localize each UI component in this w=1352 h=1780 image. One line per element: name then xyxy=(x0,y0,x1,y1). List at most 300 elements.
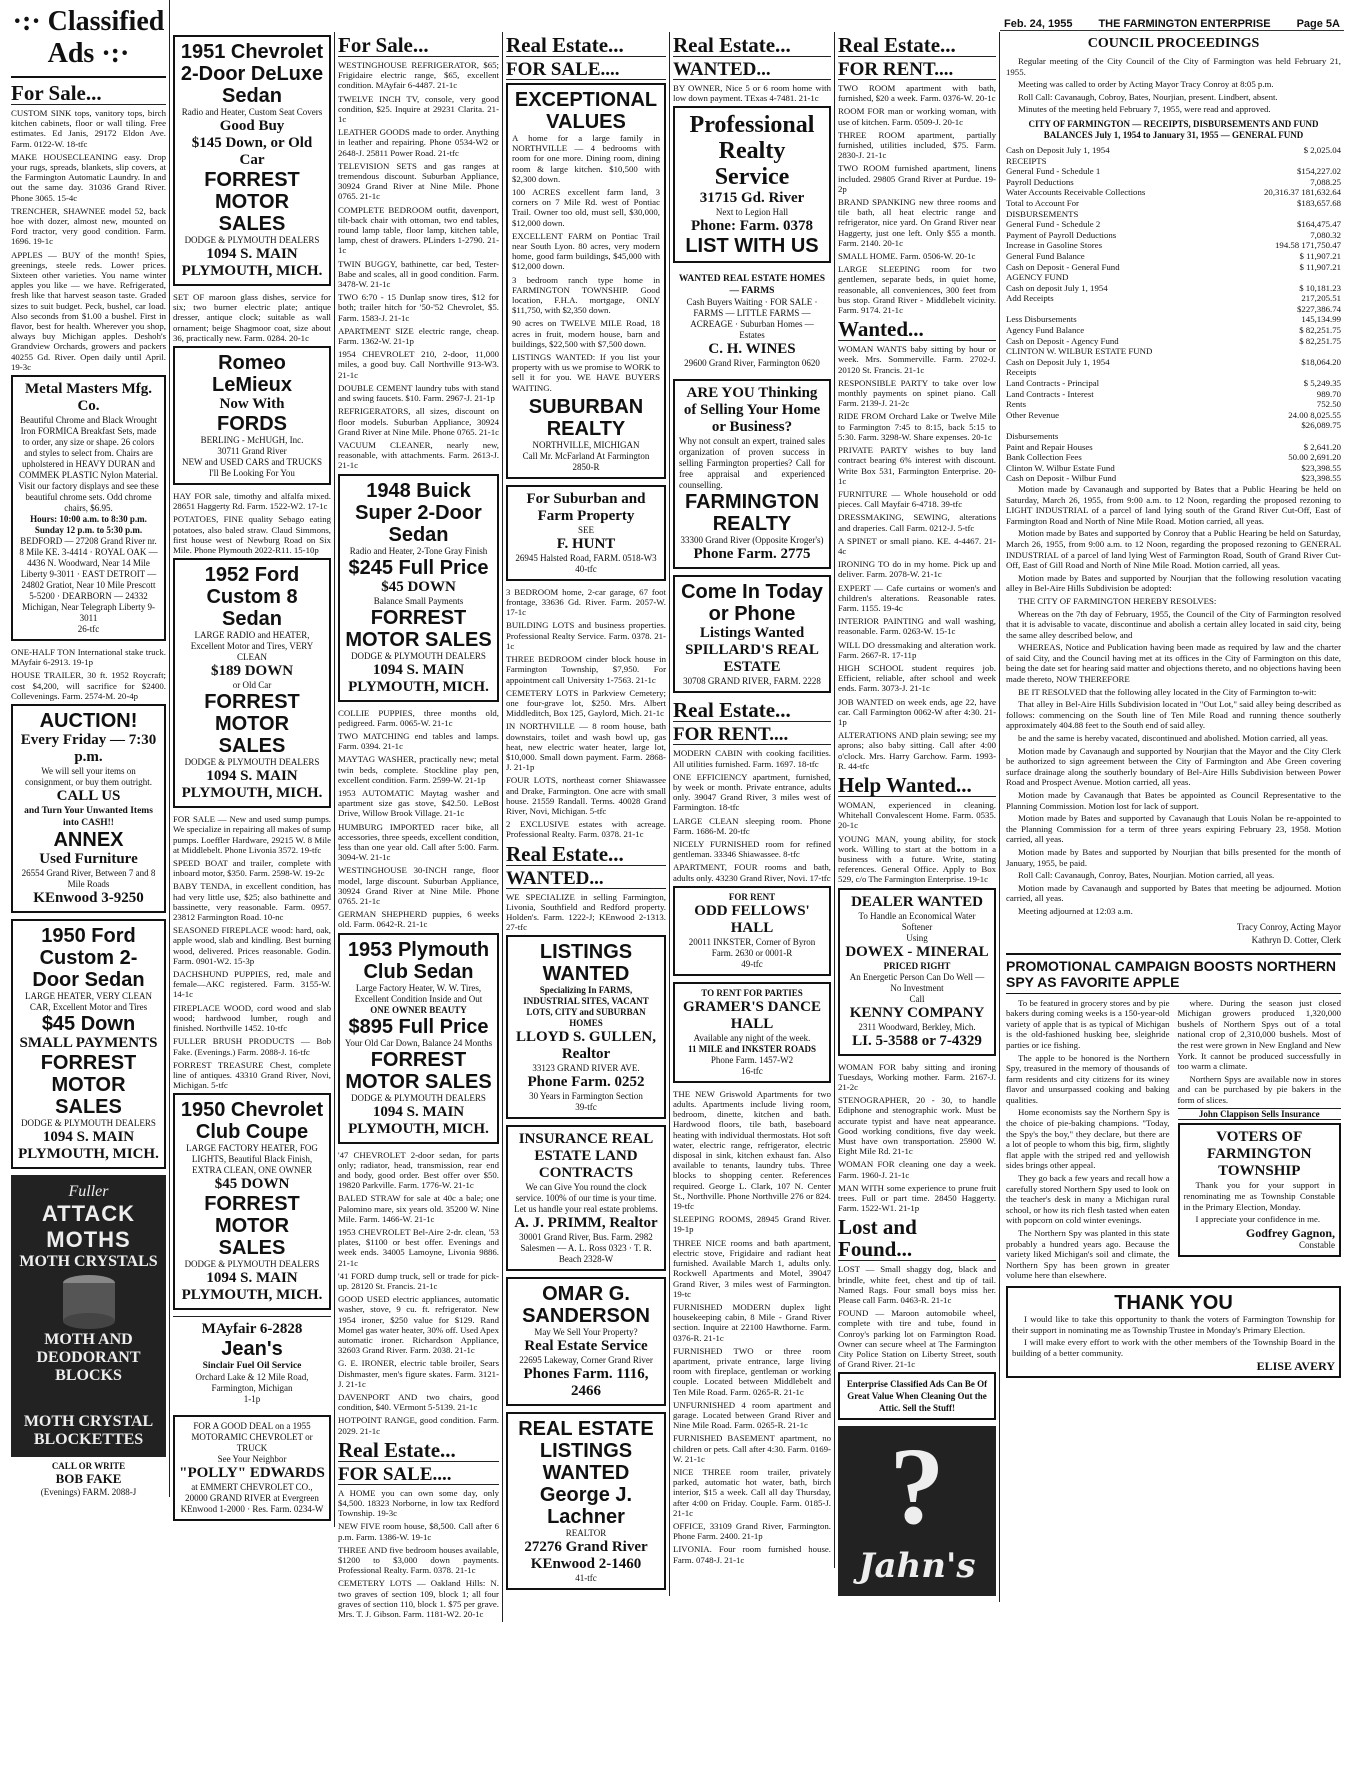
classified-ad: WOMAN WANTS baby sitting by hour or week. Mrs. Sommerville. Farm. 2702-J. 20120 St. Francis. 21-1c xyxy=(838,344,996,375)
ad-body: Available any night of the week. xyxy=(693,1032,811,1043)
jahns-logo: Jahn's xyxy=(858,1546,976,1587)
section-help-wanted: Help Wanted... xyxy=(838,774,996,797)
classified-ad: G. E. IRONER, electric table broiler, Sears Dishmaster, men's figure skates. Farm. 3121-J. 21-1c xyxy=(338,1358,499,1389)
ad-firm: KENNY COMPANY xyxy=(849,1004,985,1021)
column-6 xyxy=(835,32,1000,1602)
ad-low: MOTH CRYSTAL BLOCKETTES xyxy=(23,1413,154,1449)
ad-sub: DODGE & PLYMOUTH DEALERS xyxy=(21,1118,156,1129)
ad-addr: 27276 Grand River xyxy=(524,1539,648,1556)
ad-phone: KEnwood 3-9250 xyxy=(33,890,144,907)
ad-role: Constable xyxy=(1299,1239,1335,1250)
ledger-row xyxy=(1006,420,1341,431)
classified-ad: NICE THREE room trailer, privately parked, automatic hot water, bath, birch interior, $15 a week. Call all day Thursday, after 4:00 on Friday. Couple. Farm. 0185-J. 21-1c xyxy=(673,1466,831,1518)
farmington-realty-ad xyxy=(673,379,831,569)
ad-sub: DODGE & PLYMOUTH DEALERS xyxy=(351,1092,486,1103)
ledger-value: $26,089.75 xyxy=(1301,420,1341,431)
classified-ad: TWO ROOM furnished apartment, linens included. 29805 Grand River at Purdue. 19-2p xyxy=(838,163,996,194)
classified-ad: ONE-HALF TON International stake truck. MAyfair 6-2913. 19-1p xyxy=(11,647,166,668)
section-real-estate: Real Estate... xyxy=(506,843,666,866)
ad-name: Godfrey Gagnon, xyxy=(1245,1225,1335,1240)
ledger-label: Total to Account For xyxy=(1006,197,1079,208)
ledger-label: Cash on Deposit - General Fund xyxy=(1006,261,1120,272)
ledger-row xyxy=(1006,187,1341,198)
ledger-row xyxy=(1006,314,1341,325)
classified-ad: BRAND SPANKING new three rooms and tile bath, all heat electric range and refrigerator, nice yard. On Grand River near Haggerty, just one left. Only $55 a month. Farm. 2140. 20-1c xyxy=(838,197,996,248)
sanderson-ad xyxy=(506,1277,666,1406)
ad-title: INSURANCE REAL ESTATE LAND CONTRACTS xyxy=(518,1131,654,1182)
ad-sub: DODGE & PLYMOUTH DEALERS xyxy=(184,1259,320,1270)
classified-ad: FOUR LOTS, northeast corner Shiawassee and Drake, Farmington. One acre with small house. 21559 Randall. Terms. 40028 Grand River, Novi, Michigan. 5-tfc xyxy=(506,775,666,816)
ledger-value: 145,134.99 xyxy=(1301,314,1341,325)
promo-left-column xyxy=(1006,998,1170,1283)
classified-ad: FURNISHED BASEMENT apartment, no children or pets. Call after 4:30. Farm. 0169-W. 21-1c xyxy=(673,1433,831,1464)
council-motion: Motion made by Bates and supported by Nourjian that bills presented for the month of January, 1955, be paid. xyxy=(1006,846,1341,868)
ad-title: 1953 Plymouth Club Sedan xyxy=(347,938,490,983)
column-2 xyxy=(170,32,335,1527)
council-motion: WHEREAS, Notice and Publication having been made as required by law and the charter of said City, and the Council having met at its offices in the City of Farmington on this date, being the date set for hearing said matter and objections thereto, and no objections having been made thereto, NOW THEREFORE xyxy=(1006,642,1341,685)
ad-price: PRICED RIGHT xyxy=(883,960,951,971)
listings-wanted-ad xyxy=(506,935,666,1119)
ledger-row xyxy=(1006,473,1341,484)
classified-ad: CEMETERY LOTS — Oakland Hills: N. two graves of section 109, block 1; all four graves of section 110, block 1. $75 per grave. Mrs. T. J. Gibson. Farm. 1181-W2. 20-1c xyxy=(338,1578,499,1620)
classified-ad: DOUBLE CEMENT laundry tubs with stand and swing faucets. $10. Farm. 2967-J. 21-1p xyxy=(338,382,499,404)
ledger-row xyxy=(1006,304,1341,315)
ad-name: FARMINGTON REALTY xyxy=(684,491,820,536)
subsection-for-rent: FOR RENT.... xyxy=(673,725,831,745)
ad-call: Call xyxy=(909,993,925,1004)
ledger-row xyxy=(1006,293,1341,304)
classified-ad: SEASONED FIREPLACE wood: hard, oak, apple wood, slab and kindling. Best burning wood, delivered. Prices reasonable. Godin. Farm. 0901-W2. 15-3p xyxy=(173,925,331,966)
ledger-label: Cash on Deposit July 1, 1954 xyxy=(1006,144,1110,155)
ad-title: For Suburban and Farm Property xyxy=(526,490,646,524)
promo-right-column xyxy=(1178,998,1342,1283)
ledger-row xyxy=(1006,145,1341,156)
column-4 xyxy=(503,32,670,1596)
ad-phone: MAyfair 6-2828 xyxy=(201,1321,303,1338)
ad-sub: NEW and USED CARS and TRUCKS xyxy=(182,457,322,468)
ad-firm: BERLING - McHUGH, Inc. xyxy=(200,435,304,446)
ad-see: See Your Neighbor xyxy=(217,1454,287,1465)
classified-ad: VACUUM CLEANER, nearly new, reasonable, with attachments. Farm. 2613-J. 21-1c xyxy=(338,439,499,471)
classified-ad: TRENCHER, SHAWNEE model 52, back hoe with dozer, almost new, mounted on Ford tractor, very good condition. Farm. 1696. 19-1c xyxy=(11,205,166,247)
ledger-label: General Fund - Schedule 1 xyxy=(1006,166,1101,177)
ad-tag: 1-1p xyxy=(243,1394,261,1405)
column-7 xyxy=(1000,32,1344,1384)
ad-addr: 1094 S. MAIN PLYMOUTH, MICH. xyxy=(181,1270,323,1304)
ad-sales: Salesmen — A. L. Ross 0323 · T. R. Beach 2328-W xyxy=(520,1243,652,1265)
ad-firm: SUBURBAN REALTY xyxy=(528,395,644,440)
ledger-value: $18,064.20 xyxy=(1301,356,1341,367)
fund-ledger xyxy=(1006,145,1341,484)
ad-addr: 20011 INKSTER, Corner of Byron xyxy=(688,936,816,947)
council-motion: Motion made by Cavanaugh and supported by Bates that meeting be adjourned. Motion carried, all yeas. xyxy=(1006,882,1341,904)
classified-ad: ONE EFFICIENCY apartment, furnished, by week or month. Private entrance, adults only. 39047 Grand River, 3 miles west of Farmington. 18-tfc xyxy=(673,771,831,813)
signatures xyxy=(1006,921,1341,947)
ledger-label: Land Contracts - Interest xyxy=(1006,388,1094,399)
ad-name: ODD FELLOWS' HALL xyxy=(694,902,810,936)
ad-dealer: FORREST MOTOR SALES xyxy=(204,691,300,758)
ad-addr: 33123 GRAND RIVER AVE. xyxy=(532,1063,640,1074)
ad-dealer: FORREST MOTOR SALES xyxy=(345,1048,492,1093)
ad-body: Cash Buyers Waiting · FOR SALE · FARMS — LITTLE FARMS — ACREAGE · Suburban Homes — Estates xyxy=(686,297,818,341)
council-motion: Whereas on the 7th day of February, 1955, the Council of the City of Farmington resolved that it is advisable to vacate, discontinue and abolish a certain alley located in said city, being the same alley described below, and xyxy=(1006,608,1341,640)
ad-terms: Your Old Car Down, Balance 24 Months xyxy=(344,1037,493,1048)
classified-ad: THREE ROOM apartment, partially furnished, utilities included, $75. Farm. 2830-J. 21-1c xyxy=(838,129,996,161)
ledger-label: General Fund - Schedule 2 xyxy=(1006,219,1101,230)
classified-ad: FURNISHED MODERN duplex light housekeeping cabin, 8 Mile - Grand River section. Inquire at 22100 Hawthorne. Farm. 0376-R. 21-1c xyxy=(673,1301,831,1343)
ad-title: Come In Today or Phone xyxy=(681,581,823,626)
classified-ad: FURNITURE — Whole household or odd pieces. Call Mayfair 6-4718. 39-tfc xyxy=(838,488,996,510)
classified-ad: LARGE SLEEPING room for two gentlemen, separate beds, in quiet home, reasonable, all conveniences, 300 feet from bus stop. Grand River - Middlebelt vicinity. Farm. 9174. 21-1c xyxy=(838,264,996,316)
council-motion: Motion made by Bates and supported by Conroy that a Public Hearing be held on Saturday, March 26, 1955, from 9:00 a.m. to 12 Noon, regarding the proposed rezoning to GENERAL INDUSTRIAL of a parcel of land lying West of Farmington Road, South of Grand River Cut-Off, East of Gill Road and North of Nine Mile Road. Motion carried, all yeas. xyxy=(1006,528,1341,571)
enterprise-promo: Enterprise Classified Ads Can Be Of Great Value When Cleaning Out the Attic. Sell the Stuff! xyxy=(838,1372,996,1420)
ad-addr: 26554 Grand River, Between 7 and 8 Mile Roads xyxy=(21,868,156,890)
classified-ad: LIVONIA. Four room furnished house. Farm. 0748-J. 21-1c xyxy=(673,1544,831,1565)
classified-ad: BY OWNER, Nice 5 or 6 room home with low down payment. TExas 4-7481. 21-1c xyxy=(673,83,831,104)
classified-ad: APARTMENT, FOUR rooms and bath, adults only. 43230 Grand River, Novi. 17-tfc xyxy=(673,862,831,883)
ad-price: $45 Down xyxy=(41,1013,136,1036)
classified-ad: BABY TENDA, in excellent condition, has had very little use, $25; also bathinette and bassinette, very reasonable. Farm. 0957. 23812 Farmington Road. 10-nc xyxy=(173,881,331,923)
classified-ad: REFRIGERATORS, all sizes, discount on floor models. Suburban Appliance, 30924 Grand River at Nine Mile. Phone 0765. 21-1c xyxy=(338,406,499,437)
ledger-value: $ 5,249.35 xyxy=(1303,378,1341,389)
ad-title: 1948 Buick Super 2-Door Sedan xyxy=(355,479,482,546)
ledger-label: Payment of Payroll Deductions xyxy=(1006,229,1117,240)
romeo-ad xyxy=(173,346,331,485)
ledger-row xyxy=(1006,240,1341,251)
promo-para: Northern Spys are available now in stores and can be purchased by pie bakers in the form of slices. xyxy=(1177,1073,1341,1105)
ledger-label: Cash on Deposit - Agency Fund xyxy=(1006,335,1119,346)
promo-para: where. During the season just closed Michigan growers produced 1,320,000 bushels of Northern Spys out of a total national crop of 2,310,000 bushels. Most of the rest were grown in New England and New York. It cannot be produced successfully in too warm a climate. xyxy=(1177,997,1341,1072)
council-motion: Roll Call: Cavanaugh, Conroy, Bates, Nourjian. Motion carried, all yeas. xyxy=(1018,870,1275,881)
classified-ad: WOMAN, experienced in cleaning. Whitehall Convalescent Home. Farm. 0535. 20-1c xyxy=(838,799,996,831)
ad-using: Using xyxy=(906,932,928,943)
classified-ad: TWO MATCHING end tables and lamps. Farm. 0394. 21-1c xyxy=(338,730,499,752)
classified-ad: CEMETERY LOTS in Parkview Cemetery; one four-grave lot, $250. Mrs. Albert Middleditch, Box 125, Gaylord, Mich. 21-1c xyxy=(506,687,666,719)
report-heading: CITY OF FARMINGTON — RECEIPTS, DISBURSEMENTS AND FUND BALANCES July 1, 1954 to January 31, 1955 — GENERAL FUND xyxy=(1028,118,1319,140)
classified-ad: APPLES — BUY of the month! Spies, greenings, steele reds. Lower prices. Sixteen other varieties. You name winter apples you like — we have. Refrigerated, fresh like that harvest season taste. Graded sizes to suit budget. Peck, bushel, car load. Also seconds from $1.00 a bushel. First in flavor, best for health. Wherever you shop, always buy Michigan apples. Deshoh's Grandview Orchards, growers and packers 40255 Gd. River. Open daily until April. 19-3c xyxy=(11,249,166,372)
ad-addr: Orchard Lake & 12 Mile Road, Farmington, Michigan xyxy=(195,1372,309,1394)
ledger-row xyxy=(1006,367,1341,378)
ledger-label: Land Contracts - Principal xyxy=(1006,378,1100,389)
ad-body: We will sell your items on consignment, or buy them outright. xyxy=(25,766,152,788)
metal-masters-ad xyxy=(11,375,166,641)
ad-addr: 2311 Woodward, Berkley, Mich. xyxy=(858,1021,976,1032)
ledger-value: $ 2,641.20 xyxy=(1303,441,1341,452)
ford50-ad xyxy=(11,919,166,1169)
ad-name: George J. Lachner xyxy=(539,1484,633,1529)
ledger-label: Payroll Deductions xyxy=(1006,176,1074,187)
section-for-sale: For Sale... xyxy=(11,82,166,105)
classified-ad: HAY FOR sale, timothy and alfalfa mixed. 28651 Haggerty Rd. Farm. 1522-W2. 17-1c xyxy=(173,491,331,512)
wines-ad xyxy=(673,269,831,373)
ledger-label: Paint and Repair Houses xyxy=(1006,441,1093,452)
classified-ad: WE SPECIALIZE in selling Farmington, Livonia, Southfield and Redford property. Holden's. Farm. 1222-J; KEnwood 2-1313. 27-tfc xyxy=(506,891,666,933)
ad-price: Good Buy xyxy=(219,118,285,134)
classified-ad: GOOD USED electric appliances, automatic washer, stove, 9 cu. ft. refrigerator. New 1954 ironer, $250 value for $129. Rand Momel gas water heater, 30% off. Used Apex automatic ironer. Richardson Appliance, 32603 Grand River. Farm. 2038. 21-1c xyxy=(338,1294,499,1356)
ledger-row xyxy=(1006,431,1341,442)
ad-name: GRAMER'S DANCE HALL xyxy=(683,998,821,1032)
ad-brand: FORDS xyxy=(217,413,287,436)
signature-mayor: Tracy Conroy, Acting Mayor xyxy=(1236,921,1341,932)
classified-ad: FORREST TREASURE Chest, complete line of antiques. 43310 Grand River, Novi, Michigan. 5-tfc xyxy=(173,1059,331,1091)
ledger-row xyxy=(1006,399,1341,410)
ad-body: LARGE FACTORY HEATER, FOG LIGHTS, Beautiful Black Finish, EXTRA CLEAN, ONE OWNER xyxy=(186,1143,318,1176)
ad-title: EXCEPTIONAL VALUES xyxy=(514,89,658,133)
ad-title: DEALER WANTED xyxy=(851,893,983,910)
ad-line: Every Friday — 7:30 p.m. xyxy=(20,732,157,766)
ledger-value: 7,080.32 xyxy=(1310,229,1341,240)
classified-ad: ALTERATIONS AND plain sewing; see my aprons; also baby sitting. Call after 4:00 o'clock. Mrs. Harry Garchow. Farm. 1993-R. 44-tfc xyxy=(838,730,996,771)
ad-line: Now With xyxy=(219,396,285,413)
classified-ad: WOMAN FOR cleaning one day a week. Farm. 1960-J. 21-1c xyxy=(838,1159,996,1180)
council-motion: Motion made by Bates and supported by Cavanaugh that Louis Nolan be re-appointed to the Planning Commission for a term of three years expiring February 23, 1958. Motion carried, all yeas. xyxy=(1006,813,1341,845)
section-lost-and-found: Lost and Found... xyxy=(838,1216,996,1261)
classified-ad: MODERN CABIN with cooking facilities. All utilities furnished. Farm. 1697. 18-tfc xyxy=(673,748,831,769)
ad-item: 100 ACRES excellent farm land, 3 corners on 7 Mile Rd. west of Pontiac Trail. Owner too old, must sell, $30,000, $12,000 down. xyxy=(512,187,660,228)
exceptional-values-ad xyxy=(506,83,666,479)
ad-price: $189 DOWN xyxy=(210,663,294,680)
section-real-estate: Real Estate... xyxy=(673,34,831,57)
ad-dealer: FORREST MOTOR SALES xyxy=(40,1052,137,1119)
section-wanted: Wanted... xyxy=(838,318,996,341)
ledger-value: $ 11,907.21 xyxy=(1299,261,1341,272)
ad-brand: Fuller xyxy=(68,1183,109,1201)
classified-ad: HOUSE TRAILER, 30 ft. 1952 Roycraft; cost $4,200, will sacrifice for $2400. Collevenings. Farm. 2574-M. 20-4p xyxy=(11,670,166,701)
classified-ad: LARGE CLEAN sleeping room. Phone Farm. 1686-M. 20-tfc xyxy=(673,815,831,836)
ledger-label: AGENCY FUND xyxy=(1006,272,1069,283)
classified-ad: 1954 CHEVROLET 210, 2-door, 11,000 miles, a good buy. Call Northville 913-W3. 21-1c xyxy=(338,349,499,380)
ad-terms: $45 DOWN xyxy=(381,578,456,595)
ad-tag: 40-tfc xyxy=(575,563,597,574)
ledger-label: Other Revenue xyxy=(1006,409,1060,420)
buick48-ad xyxy=(338,474,499,702)
classified-ad: DRESSMAKING, SEWING, alterations and draperies. Call Farm. 0212-J. 5-tfc xyxy=(838,512,996,533)
ledger-label: Add Receipts xyxy=(1006,293,1054,304)
council-motion: THE CITY OF FARMINGTON HEREBY RESOLVES: xyxy=(1018,595,1217,606)
subsection-for-sale: FOR SALE.... xyxy=(506,60,666,80)
classified-ad: THREE NICE rooms and bath apartment, electric stove, Frigidaire and radiant heat furnished. Available March 1, adults only. Rockwell Apartments and Motel, 39047 Grand River, 3 miles west of Farmington. 19-tc xyxy=(673,1237,831,1299)
classified-ad: GERMAN SHEPHERD puppies, 6 weeks old. Farm. 0642-R. 21-1c xyxy=(338,909,499,930)
council-motion: Meeting adjourned at 12:03 a.m. xyxy=(1018,905,1133,916)
classified-ad: COLLIE PUPPIES, three months old, pedigreed. Farm. 0065-W. 21-1c xyxy=(338,707,499,728)
moth-contact xyxy=(11,1461,166,1497)
ad-owner: ONE OWNER BEAUTY xyxy=(370,1004,467,1015)
ledger-label: Agency Fund Balance xyxy=(1006,325,1085,336)
ledger-row xyxy=(1006,410,1341,421)
ad-addr: 31715 Gd. River xyxy=(699,190,805,207)
ad-name: A. J. PRIMM, Realtor xyxy=(514,1215,658,1232)
section-real-estate: Real Estate... xyxy=(838,34,996,57)
ad-item: EXCELLENT FARM on Pontiac Trail near South Lyon. 80 acres, very modern home, good farm buildings, $45,000 with $12,000 down. xyxy=(512,230,660,272)
ad-mid: MOTH AND DEODORANT BLOCKS xyxy=(36,1331,141,1385)
ledger-row xyxy=(1006,357,1341,368)
ad-body: We can Give You round the clock service. 100% of our time is your time. Let us handle your real estate problems. xyxy=(514,1182,658,1215)
classified-ad: HUMBURG IMPORTED racer bike, all accessories, three speeds, excellent condition, less than one year old. Call after 5:00. Farm. 3094-W. 21-1c xyxy=(338,821,499,863)
classified-ad: HOTPOINT RANGE, good condition. Farm. 2029. 21-1c xyxy=(338,1415,499,1436)
column-1 xyxy=(8,0,170,1497)
ad-phone: Phones Farm. 1116, 2466 xyxy=(523,1366,649,1400)
ad-lead: FOR A GOOD DEAL on a 1955 MOTORAMIC CHEVROLET or TRUCK xyxy=(191,1421,313,1454)
ad-price: $895 Full Price xyxy=(348,1015,489,1038)
council-motion: be and the same is hereby vacated, discontinued and abolished. Motion carried, all yeas. xyxy=(1018,733,1328,744)
lachner-ad xyxy=(506,1412,666,1590)
ad-title: REAL ESTATE LISTINGS WANTED xyxy=(518,1418,654,1485)
classified-ad: SET OF maroon glass dishes, service for six; two burner electric plate; antique dresser, antique clock; suitable as wall ornament; beige Shagmoor coat, size about 36, practically new. Farm. 0284. 20-1c xyxy=(173,292,331,343)
ad-title: WANTED REAL ESTATE HOMES — FARMS xyxy=(678,274,826,297)
ad-sub: DODGE & PLYMOUTH DEALERS xyxy=(184,235,320,245)
ad-phone: KEnwood 2-1460 xyxy=(530,1556,642,1573)
moth-ad xyxy=(11,1175,166,1457)
ad-phone: (Evenings) FARM. 2088-J xyxy=(40,1487,137,1498)
ad-item: LISTINGS WANTED: If you list your property with us we promise to WORK to sell it for you. WE HAVE BUYERS WAITING. xyxy=(512,352,660,393)
classified-banner: ·:· Classified Ads ·:· xyxy=(11,6,166,78)
promo-body xyxy=(1006,998,1341,1283)
subsection-wanted: WANTED... xyxy=(673,60,831,80)
classified-ad: TELEVISION SETS and gas ranges at tremendous discount. Suburban Appliance, 30924 Grand River at Nine Mile. Phone 0765. 21-1c xyxy=(338,160,499,202)
signature-clerk: Kathryn D. Cotter, Clerk xyxy=(1251,934,1341,945)
classified-ad: TWIN BUGGY, bathinette, car bed, Tester-Babe and scales, all in good condition. Farm. 3478-W. 21-1c xyxy=(338,258,499,290)
ledger-row xyxy=(1006,463,1341,474)
ad-sub: MOTH CRYSTALS xyxy=(19,1253,158,1271)
ad-addr: 11 MILE and INKSTER ROADS xyxy=(687,1043,817,1054)
ford52-ad xyxy=(173,558,331,808)
classified-ad: NICELY FURNISHED room for refined gentleman. 33346 Shiawassee. 8-tfc xyxy=(673,839,831,860)
ad-addr: 30711 Grand River xyxy=(217,446,287,457)
ad-title: ATTACK MOTHS xyxy=(41,1201,136,1253)
classified-ad: OFFICE, 33109 Grand River, Farmington. Phone Farm. 2400. 21-1p xyxy=(673,1520,831,1542)
chev51-ad xyxy=(173,35,331,286)
classified-ad: BUILDING LOTS and business properties. Professional Realty Service. Farm. 0378. 21-1c xyxy=(506,620,666,651)
page-number: Page 5A xyxy=(1296,18,1340,30)
classified-ad: WILL DO dressmaking and alteration work. Farm. 2667-R. 17-11p xyxy=(838,639,996,660)
ad-terms: $145 Down, or Old Car xyxy=(191,135,313,168)
classified-ad: FOUND — Maroon automobile wheel, complete with tire and tube, found in Conroy's parking lot on Farmington Road. Owner can secure wheel at The Farmington City Police Station on Liberty Street, south of Grand River. 21-1c xyxy=(838,1308,996,1370)
ledger-label: Water Accounts Receivable Collections xyxy=(1006,187,1146,198)
ledger-row xyxy=(1006,389,1341,400)
jahns-ad xyxy=(838,1426,996,1596)
classified-ad: 3 BEDROOM home, 2-car garage, 67 foot frontage, 33636 Gd. River. Farm. 2057-W. 17-1c xyxy=(506,586,666,618)
ledger-value: 20,316.37 181,632.64 xyxy=(1264,187,1341,198)
classified-ad: APARTMENT SIZE electric range, cheap. Farm. 1362-W. 21-1p xyxy=(338,325,499,347)
classified-ad: DACHSHUND PUPPIES, red, male and female—AKC registered. Farm. 3155-W. 14-1c xyxy=(173,969,331,1000)
ledger-value: 194.58 171,750.47 xyxy=(1275,240,1341,251)
ledger-row xyxy=(1006,198,1341,209)
ledger-row xyxy=(1006,219,1341,230)
ledger-row xyxy=(1006,272,1341,283)
ad-title: 1951 Chevrolet 2-Door DeLuxe Sedan xyxy=(180,41,324,107)
ledger-row xyxy=(1006,209,1341,220)
ad-terms: or Old Car xyxy=(232,680,272,691)
section-for-sale: For Sale... xyxy=(338,34,499,57)
issue-date: Feb. 24, 1955 xyxy=(1004,18,1073,30)
ad-item: A home for a large family in NORTHVILLE — 4 bedrooms with room for one more. Dining room, dining room & large kitchen. $10,500 with $2,300 down. xyxy=(512,133,660,184)
ledger-value: 752.50 xyxy=(1316,399,1341,410)
thank-you-ad xyxy=(1006,1286,1341,1378)
council-motion: Motion made by Bates and supported by Nourjian that the following resolution vacating alley in Bel-Aire Hills Subdivision be adopted: xyxy=(1006,572,1341,594)
classified-ad: FURNISHED TWO or three room apartment, private entrance, large living room with fireplace, gentleman or working couple. Located between Middlebelt and Ten Mile Road. Farm. 0265-R. 21-1c xyxy=(673,1345,831,1397)
ad-question: ARE YOU Thinking of Selling Your Home or Business? xyxy=(683,385,821,436)
ledger-value: $ 11,907.21 xyxy=(1299,250,1341,261)
council-motion: Motion made by Cavanaugh that Bates be appointed as Council Representative to the Planning Commission. Motion lost for lack of support. xyxy=(1006,790,1341,811)
council-para: Regular meeting of the City Council of the City of Farmington was held February 21, 1955. xyxy=(1006,56,1341,77)
classified-ad: '47 CHEVROLET 2-door sedan, for parts only; radiator, head, transmission, rear end and body, good order. Best offer over $50. 19820 Parkville. Farm. 1776-W. 21-1c xyxy=(338,1149,499,1191)
ad-body: LARGE HEATER, VERY CLEAN CAR, Excellent Motor and Tires xyxy=(25,991,152,1013)
classified-ad: RESPONSIBLE PARTY to take over low monthly payments on spinet piano. Call Farm. 2139-J. 21-2c xyxy=(838,377,996,409)
classified-ad: A SPINET or small piano. KE. 4-4467. 21-4c xyxy=(838,535,996,556)
classified-ad: UNFURNISHED 4 room apartment and garage. Located between Grand River and Nine Mile Road. Farm. 0265-R. 21-1c xyxy=(673,1399,831,1431)
ledger-value: $227,386.74 xyxy=(1297,303,1341,314)
classified-ad: THREE AND five bedroom houses available, $1200 to $3,000 down payments. Professional Realty. Farm. 0378. 21-1c xyxy=(338,1544,499,1576)
classified-ad: THE NEW Griswold Apartments for two adults. Apartments include living room, bedroom, dinette, kitchen and bath. Hardwood floors, tile bath, baseboard heating with individual thermostats. Hot soft water, electric range, refrigerator, electric disposal in sink, kitchen exhaust fan. Also available to tenants, laundry tubs. Three blocks to shopping center. References required. George L. Clark, 107 N. Center St., Northville. Phone Northville 276 or 824. 19-tfc xyxy=(673,1088,831,1212)
column-3 xyxy=(335,32,503,1622)
ad-tag: 41-tfc xyxy=(575,1573,597,1584)
odd-fellows-ad xyxy=(673,886,831,976)
classified-ad: SPEED BOAT and trailer, complete with inboard motor, $350. Farm. 2598-W. 19-2c xyxy=(173,858,331,879)
ad-body: I would like to take this opportunity to thank the voters of Farmington Township for their support in nominating me as Township Trustee in Monday's Primary Election. xyxy=(1012,1313,1335,1335)
ad-body2: I will make every effort to work with the other members of the Township Board in the building of a better community. xyxy=(1012,1337,1335,1358)
ad-loc: NORTHVILLE, MICHIGAN xyxy=(532,439,640,450)
ad-body: Specializing In FARMS, INDUSTRIAL SITES, VACANT LOTS, CITY and SUBURBAN HOMES xyxy=(523,985,649,1029)
promo-para: To be featured in grocery stores and by pie bakers during coming weeks is a 150-year-old variety of apple that is as typical of Michigan is the old-fashioned husking bee, sleighride parties or ice fishing. xyxy=(1006,997,1170,1050)
ledger-label: Less Disbursements xyxy=(1006,314,1077,325)
ledger-label: Rents xyxy=(1006,399,1027,410)
ad-tag: 16-tfc xyxy=(741,1065,763,1076)
ad-call: CALL US xyxy=(56,788,121,805)
classified-ad: MAKE HOUSECLEANING easy. Drop your rugs, spreads, blankets, slip covers, at the Farmington Automatic Laundry. In and out the same day. 31036 Grand River. Phone 3065. 15-4c xyxy=(11,151,166,203)
classified-ad: LOST — Small shaggy dog, black and brindle, white feet, chest and tip of tail. Named Rags. Four small boys miss her. Please call Farm. 0463-R. 21-1c xyxy=(838,1264,996,1306)
ad-name: ANNEX xyxy=(53,829,124,852)
ad-phone: Farm. 2630 or 0001-R xyxy=(711,947,793,958)
council-motion: BE IT RESOLVED that the following alley located in the City of Farmington to-wit: xyxy=(1018,686,1317,697)
ledger-row xyxy=(1006,346,1341,357)
promo-para: The apple to be honored is the Northern Spy, treasured in the memory of thousands of farm residents and city citizens for its winey flavor and unsurpassed cooking and baking qualities. xyxy=(1006,1052,1170,1105)
chev50-ad xyxy=(173,1093,331,1310)
ad-addr: 1094 S. MAIN PLYMOUTH, MICH. xyxy=(348,661,489,695)
ledger-value: 989.70 xyxy=(1316,388,1341,399)
promo-para: The Northern Spy was planted in this state probably a hundred years ago. Because the variety liked Michigan's soil and climate, the Northern Spy has been grown in greater volume here than elsewhere. xyxy=(1006,1228,1170,1281)
ledger-value: $ 2,025.04 xyxy=(1303,144,1341,155)
classified-ad: POTATOES, FINE quality Sebago eating potatoes, also baled straw. Claud Simmons, first house west of Newburg Road on Six Mile. Phone Plymouth 2022-R11. 15-10p xyxy=(173,514,331,556)
classified-ad: STENOGRAPHER, 20 - 30, to handle Ediphone and stenographic work. Must be accurate typist and have neat appearance. Good working conditions, five day week. Must have own transportation. 25900 W. Eight Mile Rd. 21-1c xyxy=(838,1095,996,1157)
ledger-label: General Fund Balance xyxy=(1006,250,1085,261)
ledger-value: $183,657.68 xyxy=(1297,197,1341,208)
classified-ad: FULLER BRUSH PRODUCTS — Bob Fake. (Evenings.) Farm. 2088-J. 16-tfc xyxy=(173,1036,331,1057)
classified-ad: TWO 6:70 - 15 Dunlap snow tires, $12 for both; trailer hitch for '50-'52 Chevrolet, $5. Farm. 1583-J. 21-1c xyxy=(338,292,499,323)
jeans-ad xyxy=(173,1316,331,1409)
ledger-value: $23,398.55 xyxy=(1301,462,1341,473)
classified-ad: WOMAN FOR baby sitting and ironing Tuesdays, Working mother. Farm. 2167-J. 21-2c xyxy=(838,1061,996,1093)
ad-title: THANK YOU xyxy=(1114,1291,1233,1314)
ad-sub: Sinclair Fuel Oil Service xyxy=(202,1361,302,1372)
classified-ad: ROOM FOR man or working woman, with use of kitchen. Farm. 0509-J. 20-1c xyxy=(838,106,996,127)
classified-ad: WESTINGHOUSE REFRIGERATOR, $65; Frigidaire electric range, $65, excellent condition. MAyfair 6-4487. 21-1c xyxy=(338,60,499,91)
ledger-row xyxy=(1006,262,1341,273)
question-mark: ? xyxy=(889,1425,945,1548)
classified-ad: EXPERT — Cafe curtains or women's and children's alterations. Reasonable rates. Farm. 1155. 19-4c xyxy=(838,582,996,613)
ledger-row xyxy=(1006,166,1341,177)
ad-call: Call Mr. McFarland At Farmington 2850-R xyxy=(522,450,650,472)
insurance-ad xyxy=(506,1125,666,1271)
ad-dealer: FORREST MOTOR SALES xyxy=(345,606,492,651)
classified-ad: THREE BEDROOM cinder block house in Farmington Township, $7,950. For appointment call University 1-7563. 21-1c xyxy=(506,654,666,685)
ad-sub: REALTOR xyxy=(565,1528,607,1539)
ad-name: DOWEX - MINERAL xyxy=(845,943,989,960)
ad-addr: 1094 S. MAIN PLYMOUTH, MICH. xyxy=(18,1129,159,1163)
ad-name: BOB FAKE xyxy=(55,1471,122,1487)
section-real-estate: Real Estate... xyxy=(338,1439,499,1462)
promo-para: They go back a few years and recall how a carefully stored Northern Spy used to look on the teacher's desk in many a Michigan rural school, or how its rich flesh tasted when eaten with popcorn on cold winter evenings. xyxy=(1006,1173,1170,1226)
ad-body: Beautiful Chrome and Black Wrought Iron FORMICA Breakfast Sets, made to order, any size or shape. 26 colors and styles to select from. Chairs are upholstered in HEAVY DURAN and COMMEK PLASTIC Nylon Material. Visit our factory displays and see these beautiful chrome sets. Odd chrome chairs, $6.95. xyxy=(18,415,159,514)
